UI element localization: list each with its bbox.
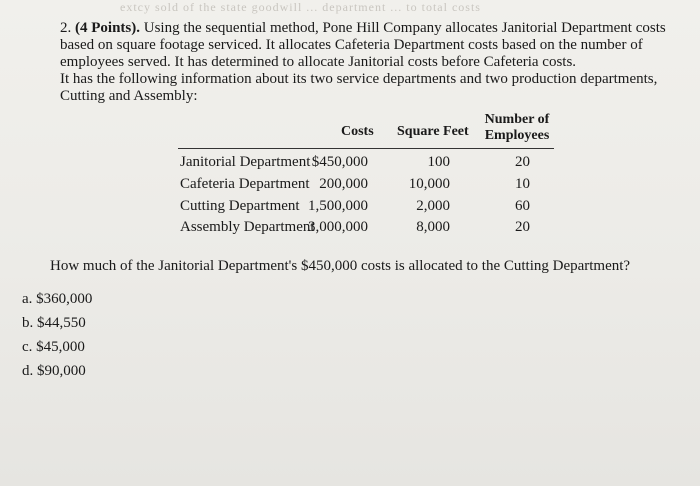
- intro-line-5: Cutting and Assembly:: [60, 88, 198, 104]
- dept-square-feet: 8,000: [416, 219, 450, 235]
- choice-text: $44,550: [37, 315, 86, 331]
- choice-text: $45,000: [36, 339, 85, 355]
- dept-square-feet: 100: [427, 154, 450, 170]
- table-row: [180, 196, 560, 216]
- dept-costs: 1,500,000: [308, 198, 368, 214]
- header-employees-line-1: Number of: [484, 112, 550, 127]
- problem-number: 2.: [60, 20, 72, 36]
- choice-text: $90,000: [37, 363, 86, 379]
- answer-choice-d[interactable]: [22, 362, 86, 380]
- table-row: [180, 174, 560, 194]
- dept-name: Assembly Department: [180, 219, 315, 235]
- points-label: (4 Points).: [75, 20, 140, 36]
- choice-letter: a.: [22, 291, 33, 307]
- dept-employees: 20: [515, 154, 530, 170]
- dept-square-feet: 10,000: [408, 176, 450, 192]
- table-row: [180, 152, 560, 172]
- dept-costs: 200,000: [319, 176, 368, 192]
- choice-letter: b.: [22, 315, 34, 331]
- intro-text-1: Using the sequential method, Pone Hill Company allocates Janitorial Department costs: [143, 20, 666, 36]
- answer-choice-a[interactable]: [22, 290, 92, 308]
- header-underline: [178, 148, 554, 149]
- answer-choice-b[interactable]: [22, 314, 86, 332]
- choice-letter: c.: [22, 339, 33, 355]
- intro-line-4: It has the following information about its two service departments and two production departments,: [60, 71, 658, 87]
- bleed-through-text: extcy sold of the state goodwill ... department ... to total costs: [120, 0, 481, 14]
- dept-name: Janitorial Department: [180, 154, 311, 170]
- dept-name: Cafeteria Department: [180, 176, 310, 192]
- dept-employees: 10: [515, 176, 530, 192]
- dept-employees: 20: [515, 219, 530, 235]
- answer-choice-c[interactable]: [22, 338, 85, 356]
- intro-line-2: based on square footage serviced. It allocates Cafeteria Department costs based on the number of: [60, 37, 643, 53]
- intro-line-1: [60, 20, 685, 37]
- dept-costs: $450,000: [311, 154, 368, 170]
- header-employees-line-2: Employees: [484, 128, 550, 143]
- table-row: [180, 217, 560, 237]
- header-costs: Costs: [341, 124, 374, 139]
- dept-costs: 3,000,000: [308, 219, 368, 235]
- choice-letter: d.: [22, 363, 34, 379]
- dept-square-feet: 2,000: [416, 198, 450, 214]
- header-employees: [480, 112, 554, 144]
- choice-text: $360,000: [36, 291, 93, 307]
- problem-intro: [60, 20, 685, 105]
- dept-name: Cutting Department: [180, 198, 300, 214]
- question-text: How much of the Janitorial Department's $450,000 costs is allocated to the Cutting Department?: [50, 258, 631, 274]
- dept-employees: 60: [515, 198, 530, 214]
- intro-line-3: employees served. It has determined to allocate Janitorial costs before Cafeteria costs.: [60, 54, 577, 70]
- header-square-feet: Square Feet: [397, 124, 469, 139]
